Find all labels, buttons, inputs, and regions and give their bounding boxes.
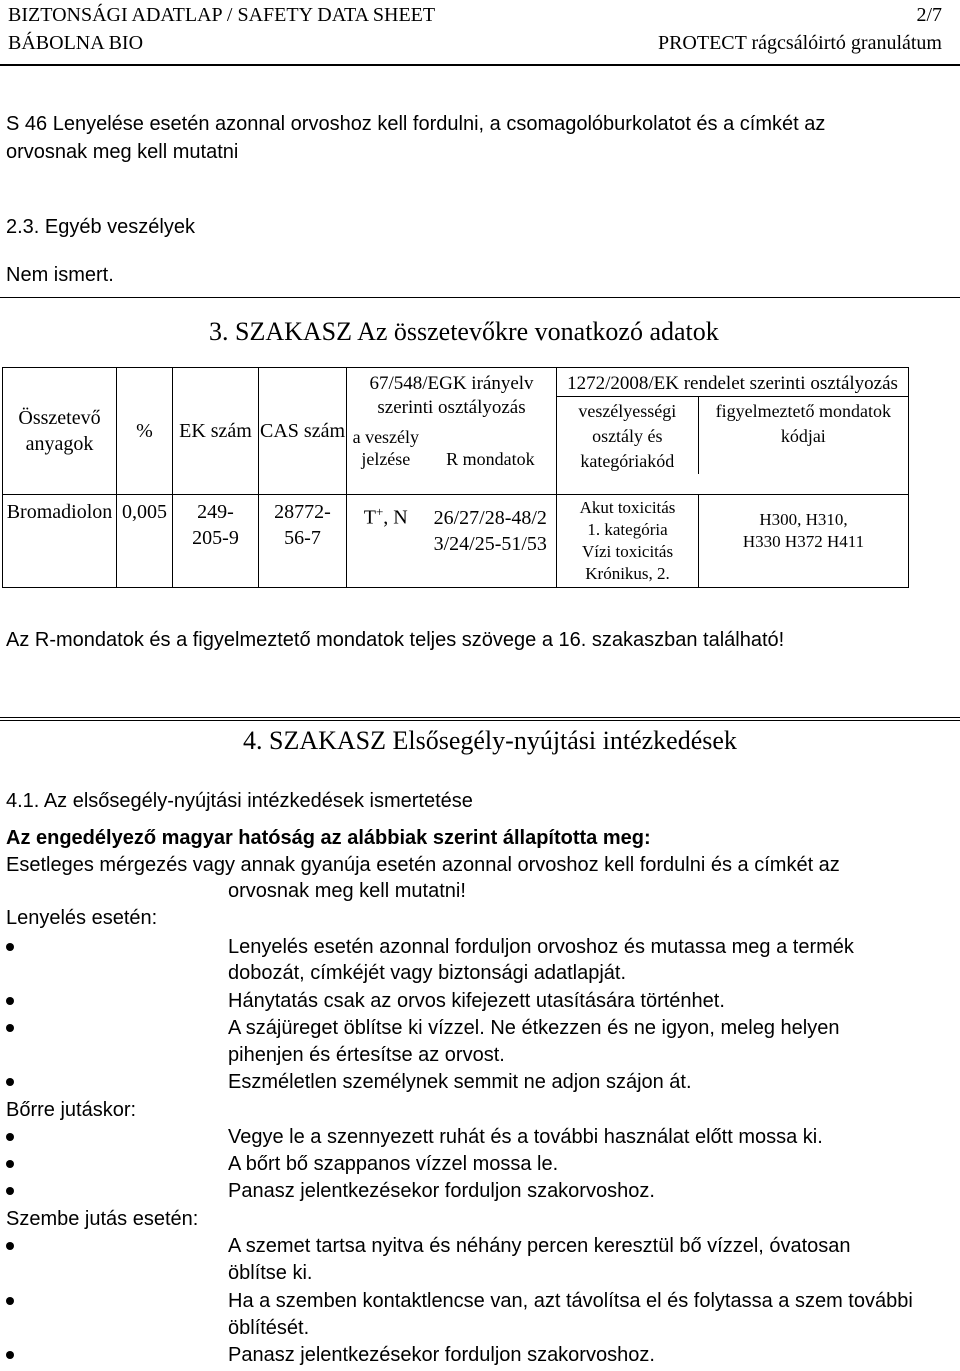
list-item: Ha a szemben kontaktlencse van, azt távolítsa el és folytassa a szem további (228, 1290, 913, 1312)
s46-line2: orvosnak meg kell mutatni (6, 141, 239, 163)
r-phrases-note: Az R-mondatok és a figyelmeztető mondatok teljes szövege a 16. szakaszban található! (6, 629, 785, 651)
list-item: A bőrt bő szappanos vízzel mossa le. (228, 1153, 559, 1175)
page-number: 2/7 (916, 4, 942, 26)
list-item-cont: pihenjen és értesítse az orvost. (228, 1044, 505, 1066)
document-header-title: BIZTONSÁGI ADATLAP / SAFETY DATA SHEET (8, 4, 436, 26)
header-ek: EK szám (173, 368, 259, 495)
list-item-cont: öblítését. (228, 1317, 310, 1339)
section3-title: 3. SZAKASZ Az összetevőkre vonatkozó adatok (209, 317, 719, 346)
s46-line1: S 46 Lenyelése esetén azonnal orvoshoz kell fordulni, a csomagolóburkolatot és a címkét az (6, 113, 826, 135)
list-item: Panasz jelentkezésekor forduljon szakorvoshoz. (228, 1180, 655, 1202)
product-name: PROTECT rágcsálóirtó granulátum (657, 32, 942, 54)
list-item: Panasz jelentkezésekor forduljon szakorvoshoz. (228, 1344, 655, 1366)
header-component: Összetevő anyagok (3, 368, 117, 495)
bullet-icon (6, 1187, 14, 1195)
header-cas: CAS szám (259, 368, 347, 495)
bullet-icon (6, 1297, 14, 1305)
list-item-cont: öblítse ki. (228, 1262, 313, 1284)
authority-statement: Az engedélyező magyar hatóság az alábbiak szerint állapította meg: (6, 827, 651, 849)
hazard-class-2: 1. kategória (587, 520, 668, 539)
header-r-phrases: R mondatok (446, 449, 535, 469)
bullet-icon (6, 1351, 14, 1359)
section4-subheading: 4.1. Az elsősegély-nyújtási intézkedések ismertetése (6, 790, 473, 812)
bullet-icon (6, 1242, 14, 1250)
list-item: Eszméletlen személynek semmit ne adjon szájon át. (228, 1071, 692, 1093)
header-regulation-group (557, 368, 909, 495)
header-percent: % (117, 368, 173, 495)
list-item: A szájüreget öblítse ki vízzel. Ne étkezzen és ne igyon, meleg helyen (228, 1017, 840, 1039)
header-hazard-symbol: a veszély jelzése (352, 427, 420, 469)
bullet-icon (6, 997, 14, 1005)
header-divider (0, 64, 960, 66)
composition-table (2, 367, 909, 588)
list-item: Hánytatás csak az orvos kifejezett utasítására történhet. (228, 990, 725, 1012)
general-advice-line1: Esetleges mérgezés vagy annak gyanúja esetén azonnal orvoshoz kell fordulni és a címkét az (6, 854, 840, 876)
cell-h-codes: H300, H310, H330 H372 H411 (699, 495, 909, 588)
cell-component: Bromadiolon (3, 495, 117, 588)
section4-top-divider (0, 717, 960, 721)
bullet-icon (6, 943, 14, 951)
ingestion-label: Lenyelés esetén: (6, 907, 158, 929)
company-name: BÁBOLNA BIO (8, 32, 144, 54)
section4-title: 4. SZAKASZ Elsősegély-nyújtási intézkedések (243, 726, 737, 755)
cell-hazard-classes (557, 495, 699, 588)
bullet-icon (6, 1078, 14, 1086)
table-row (3, 495, 909, 588)
header-regulation: 1272/2008/EK rendelet szerinti osztályozás (557, 368, 908, 397)
eye-label: Szembe jutás esetén: (6, 1208, 199, 1230)
list-item: Lenyelés esetén azonnal forduljon orvoshoz és mutassa meg a termék (228, 936, 854, 958)
skin-label: Bőrre jutáskor: (6, 1099, 137, 1121)
hazard-class-1: Akut toxicitás (579, 498, 676, 517)
bullet-icon (6, 1160, 14, 1168)
bullet-icon (6, 1024, 14, 1032)
cell-r-phrases: 26/27/28-48/23/24/25-51/53 (425, 495, 557, 588)
cell-ek: 249-205-9 (173, 495, 259, 588)
section3-top-divider (0, 297, 960, 298)
bullet-icon (6, 1133, 14, 1141)
header-warning-codes: figyelmeztető mondatok kódjai (715, 401, 892, 446)
cell-percent: 0,005 (117, 495, 173, 588)
header-directive-group (347, 368, 557, 495)
hazard-class-3: Vízi toxicitás (581, 542, 674, 561)
list-item: A szemet tartsa nyitva és néhány percen keresztül bő vízzel, óvatosan (228, 1235, 851, 1257)
header-directive: 67/548/EGK irányelv szerinti osztályozás (369, 373, 534, 418)
hazard-class-4: Krónikus, 2. (585, 564, 670, 583)
list-item: Vegye le a szennyezett ruhát és a további használat előtt mossa ki. (228, 1126, 823, 1148)
cell-cas: 28772-56-7 (259, 495, 347, 588)
cell-hazard-symbol: T+, N (347, 495, 425, 588)
general-advice-line2: orvosnak meg kell mutatni! (228, 880, 466, 902)
header-hazard-class: veszélyességi osztály és kategóriakód (557, 397, 699, 474)
other-hazards-value: Nem ismert. (6, 264, 114, 286)
other-hazards-heading: 2.3. Egyéb veszélyek (6, 216, 195, 238)
list-item-cont: dobozát, címkéjét vagy biztonsági adatlapját. (228, 962, 627, 984)
